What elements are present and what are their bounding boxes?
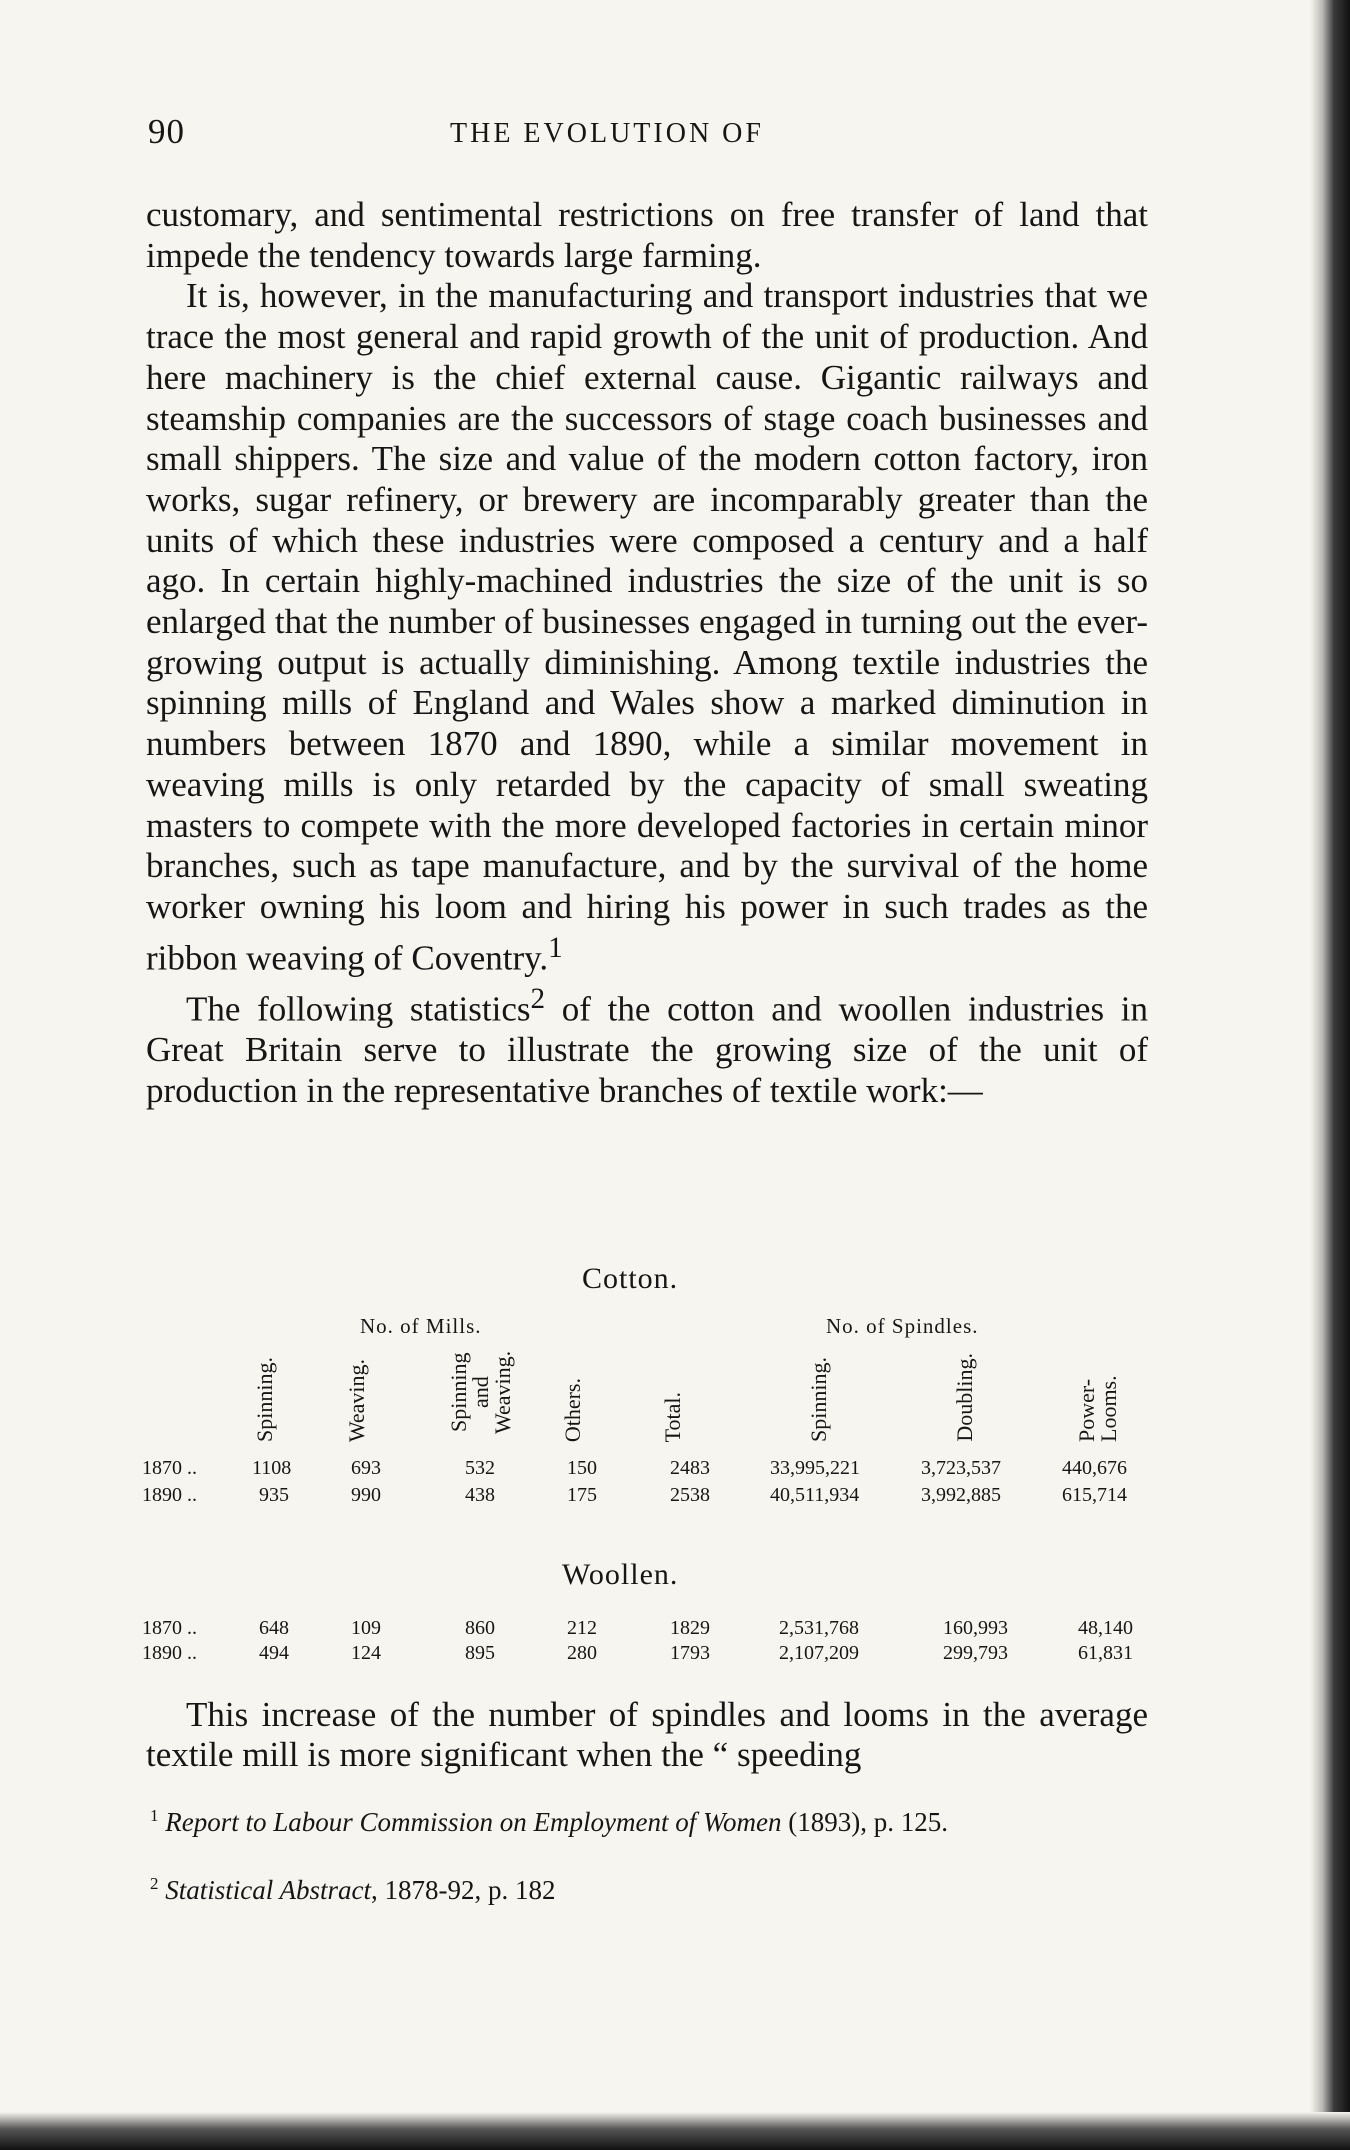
group-header-spindles: No. of Spindles. <box>826 1314 979 1338</box>
paragraph-2: It is, however, in the manufacturing and transport industries that we trace the most general and rapid growth of the unit of production. And here machinery is the chief external cause. Gigantic railways and steamship companies are the successors of stage coach businesses and small shippers. The size and value of the modern cotton factory, iron works, sugar refinery, or brewery are incomparably greater than the units of which these industries were composed a century and a half ago. In certain highly-machined industries the size of the unit is so enlarged that the number of businesses engaged in turning out the ever-growing output is actually diminishing. Among textile industries the spinning mills of England and Wales show a marked diminution in numbers between 1870 and 1890, while a similar movement in weaving mills is only retarded by the capacity of small sweating masters to compete with the more developed factories in certain minor branches, such as tape manufacture, and by the survival of the home worker owning his loom and hiring his power in such trades as the ribbon weaving of Coventry.$^1$ <box>146 276 1148 978</box>
closing-text <box>146 1695 1148 1775</box>
column-others: Others. <box>560 1377 585 1442</box>
footnote-2: $^2$ Statistical Abstract, 1878-92, p. 182 <box>150 1874 556 1905</box>
statistics-table: Cotton. No. of Mills. No. of Spindles. Spinning. Weaving. Spinning and Weaving. Others. Total. Spinning. Doubling. Power-Looms. 1870 .. 1108 693 532 150 2483 33,995,221 3,723,537 440,676 1890 .. 935 990 438 175 2538 40,511,934 3,992,885 615,714 Woollen. 1870 .. 648 109 860 212 1829 2,531,768 160,993 48,140 1890 .. 494 124 895 280 1793 2,107,209 299,793 61,831 <box>142 1262 1133 1664</box>
column-weaving: Weaving. <box>344 1358 369 1442</box>
woollen-caption: Woollen. <box>562 1558 679 1591</box>
page-number: 90 <box>148 112 185 151</box>
running-head: THE EVOLUTION OF <box>450 118 764 149</box>
footnote-1: $^1$ Report to Labour Commission on Employment of Women (1893), p. 125. <box>150 1806 948 1837</box>
column-spinning-and-weaving: Spinning and Weaving. <box>446 1350 515 1434</box>
column-spinning-spindles: Spinning. <box>806 1357 831 1442</box>
cotton-caption: Cotton. <box>582 1262 679 1295</box>
closing-paragraph: This increase of the number of spindles and looms in the average textile mill is more significant when the “ speeding <box>146 1695 1148 1774</box>
paragraph-3: The following statistics$^2$ of the cotton and woollen industries in Great Britain serve to illustrate the growing size of the unit of production in the representative branches of textile work:— <box>146 983 1148 1111</box>
paragraph-1: customary, and sentimental restrictions on free transfer of land that impede the tendency towards large farming. <box>146 195 1148 275</box>
column-spinning-mills: Spinning. <box>252 1357 277 1442</box>
column-doubling: Doubling. <box>952 1353 977 1442</box>
footnote-ref-2: 2 <box>530 983 546 1016</box>
column-total: Total. <box>660 1391 685 1442</box>
footnote-ref-1: 1 <box>548 931 563 964</box>
body-text <box>146 195 1148 1112</box>
page-bottom-shadow <box>0 2112 1350 2150</box>
page-edge-shadow <box>1310 0 1350 2150</box>
column-power-looms: Power-Looms. <box>1074 1375 1121 1442</box>
group-header-mills: No. of Mills. <box>360 1314 482 1338</box>
